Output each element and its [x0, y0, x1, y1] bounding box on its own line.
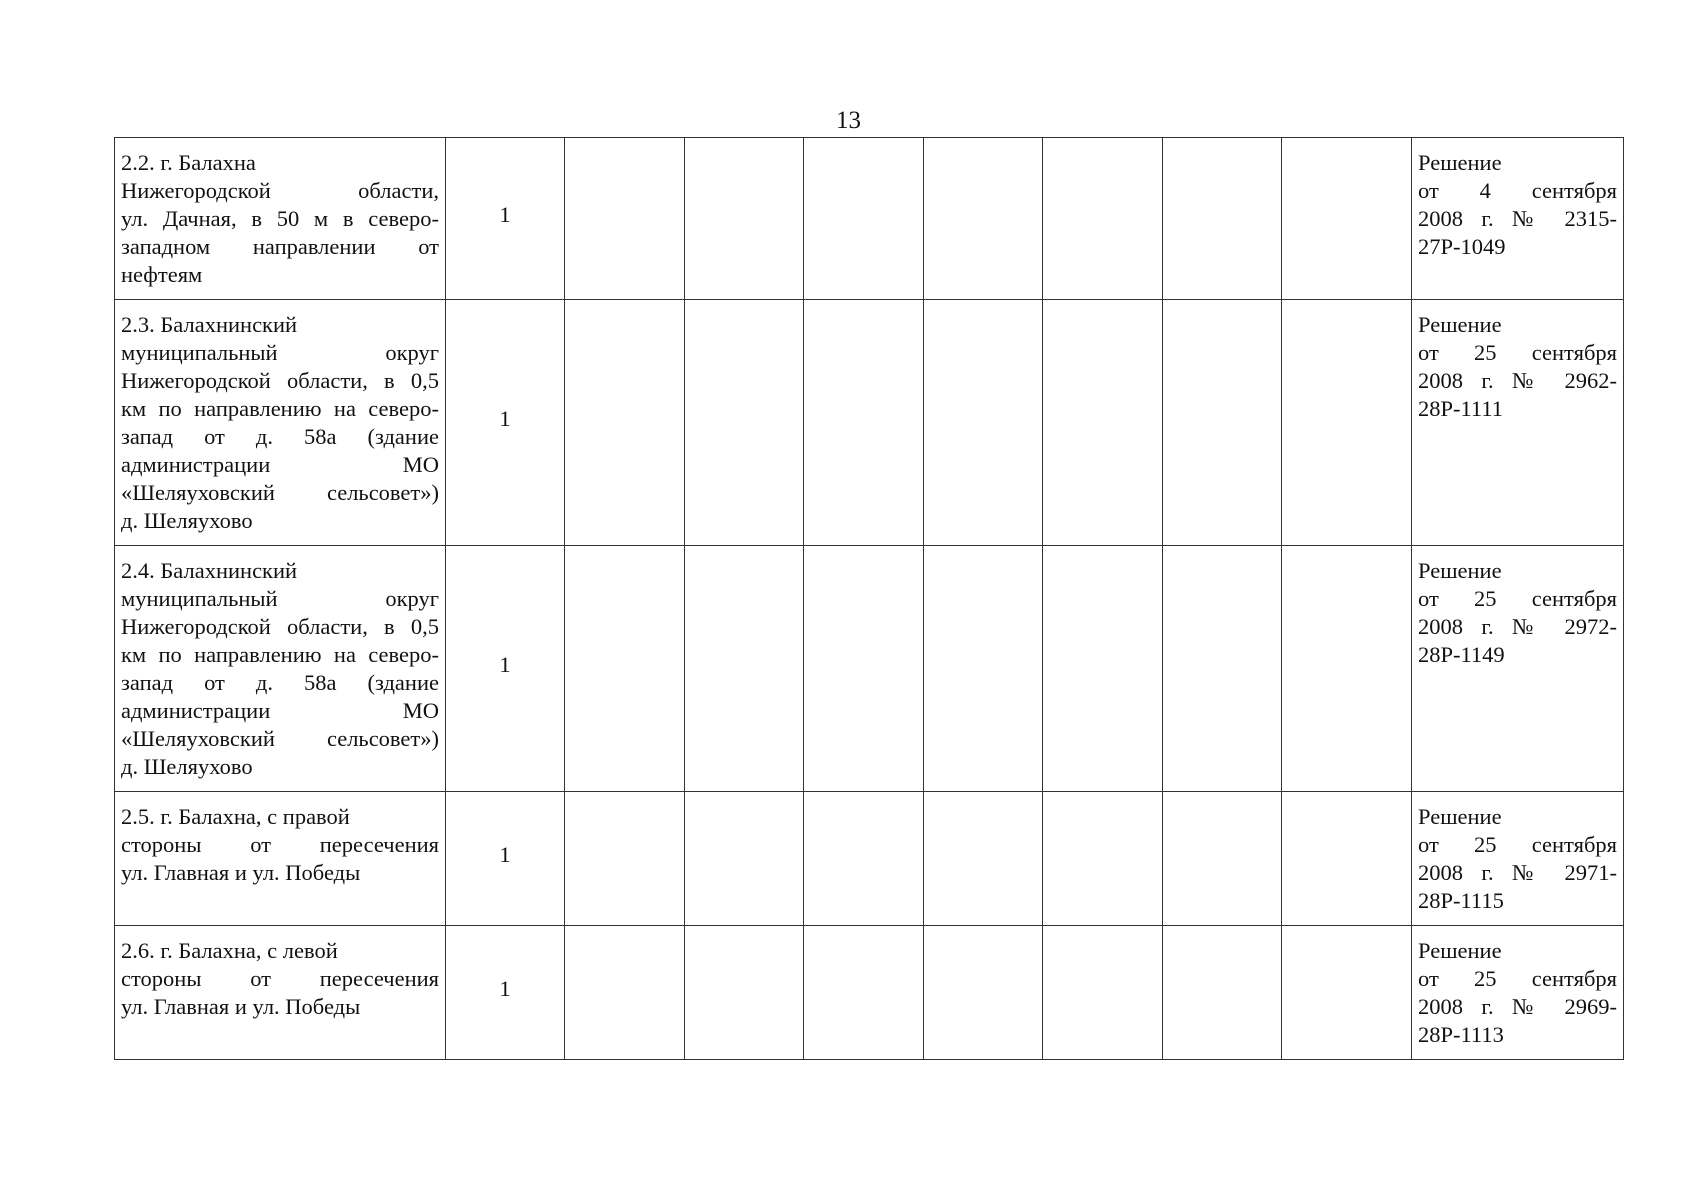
decision-line: Решение: [1418, 312, 1502, 337]
decision-cell: [1412, 926, 1624, 1060]
decision-line: от 25 сентября: [1418, 832, 1617, 857]
table-row: [115, 138, 1624, 300]
location-description-cell: [115, 546, 446, 792]
decision-line: 28Р-1111: [1418, 396, 1504, 421]
empty-cell: [685, 546, 804, 792]
location-description-cell: [115, 792, 446, 926]
empty-cell: [565, 546, 685, 792]
decision-line: Решение: [1418, 804, 1502, 829]
empty-cell: [804, 138, 924, 300]
location-description-cell: [115, 138, 446, 300]
quantity-cell: 1: [446, 138, 565, 300]
description-line: ул. Главная и ул. Победы: [121, 994, 361, 1019]
empty-cell: [804, 300, 924, 546]
table-row: [115, 926, 1624, 1060]
decision-line: 2008 г. № 2972-: [1418, 614, 1617, 639]
quantity-cell: 1: [446, 792, 565, 926]
empty-cell: [804, 792, 924, 926]
location-description-cell: [115, 926, 446, 1060]
empty-cell: [685, 926, 804, 1060]
description-line: «Шеляуховский сельсовет»): [121, 726, 439, 751]
decision-line: Решение: [1418, 150, 1502, 175]
empty-cell: [685, 138, 804, 300]
table-row: [115, 546, 1624, 792]
description-line: д. Шеляухово: [121, 754, 253, 779]
location-description-cell: [115, 300, 446, 546]
table-row: [115, 300, 1624, 546]
empty-cell: [924, 792, 1043, 926]
decision-cell: [1412, 300, 1624, 546]
table-row: [115, 792, 1624, 926]
decision-cell: [1412, 138, 1624, 300]
description-line: 2.5. г. Балахна, с правой: [121, 804, 350, 829]
quantity-cell: 1: [446, 926, 565, 1060]
decision-line: 28Р-1113: [1418, 1022, 1504, 1047]
page-number: 13: [836, 107, 861, 134]
description-line: стороны от пересечения: [121, 966, 439, 991]
description-line: 2.3. Балахнинский: [121, 312, 298, 337]
empty-cell: [1282, 546, 1412, 792]
decision-line: Решение: [1418, 558, 1502, 583]
description-line: 2.6. г. Балахна, с левой: [121, 938, 338, 963]
empty-cell: [1163, 792, 1282, 926]
registry-table: [114, 137, 1624, 1060]
table-body: [115, 138, 1624, 1060]
empty-cell: [565, 300, 685, 546]
empty-cell: [804, 546, 924, 792]
empty-cell: [1282, 926, 1412, 1060]
empty-cell: [1163, 300, 1282, 546]
description-line: муниципальный округ: [121, 586, 439, 611]
empty-cell: [924, 926, 1043, 1060]
description-line: Нижегородской области, в 0,5: [121, 368, 439, 393]
description-line: км по направлению на северо-: [121, 396, 439, 421]
description-line: 2.4. Балахнинский: [121, 558, 298, 583]
decision-line: 2008 г. № 2969-: [1418, 994, 1617, 1019]
decision-line: от 4 сентября: [1418, 178, 1617, 203]
decision-line: 2008 г. № 2315-: [1418, 206, 1617, 231]
empty-cell: [924, 138, 1043, 300]
empty-cell: [1163, 926, 1282, 1060]
description-line: нефтеям: [121, 262, 203, 287]
decision-line: от 25 сентября: [1418, 586, 1617, 611]
empty-cell: [565, 926, 685, 1060]
empty-cell: [924, 300, 1043, 546]
empty-cell: [685, 792, 804, 926]
decision-line: 28Р-1115: [1418, 888, 1504, 913]
decision-line: 27Р-1049: [1418, 234, 1506, 259]
decision-cell: [1412, 546, 1624, 792]
description-line: администрации МО: [121, 452, 439, 477]
quantity-cell: 1: [446, 300, 565, 546]
decision-line: от 25 сентября: [1418, 966, 1617, 991]
empty-cell: [1043, 138, 1163, 300]
description-line: Нижегородской области, в 0,5: [121, 614, 439, 639]
empty-cell: [1282, 300, 1412, 546]
empty-cell: [685, 300, 804, 546]
description-line: ул. Дачная, в 50 м в северо-: [121, 206, 439, 231]
description-line: д. Шеляухово: [121, 508, 253, 533]
description-line: запад от д. 58а (здание: [121, 424, 439, 449]
description-line: запад от д. 58а (здание: [121, 670, 439, 695]
empty-cell: [1043, 300, 1163, 546]
empty-cell: [1043, 926, 1163, 1060]
description-line: стороны от пересечения: [121, 832, 439, 857]
empty-cell: [1163, 138, 1282, 300]
description-line: ул. Главная и ул. Победы: [121, 860, 361, 885]
empty-cell: [1282, 138, 1412, 300]
description-line: «Шеляуховский сельсовет»): [121, 480, 439, 505]
description-line: муниципальный округ: [121, 340, 439, 365]
description-line: Нижегородской области,: [121, 178, 439, 203]
empty-cell: [565, 792, 685, 926]
description-line: западном направлении от: [121, 234, 439, 259]
empty-cell: [1163, 546, 1282, 792]
description-line: администрации МО: [121, 698, 439, 723]
decision-line: от 25 сентября: [1418, 340, 1617, 365]
empty-cell: [924, 546, 1043, 792]
empty-cell: [1043, 792, 1163, 926]
quantity-cell: 1: [446, 546, 565, 792]
description-line: км по направлению на северо-: [121, 642, 439, 667]
empty-cell: [804, 926, 924, 1060]
decision-line: 2008 г. № 2962-: [1418, 368, 1617, 393]
decision-line: 28Р-1149: [1418, 642, 1505, 667]
empty-cell: [1282, 792, 1412, 926]
decision-line: Решение: [1418, 938, 1502, 963]
decision-line: 2008 г. № 2971-: [1418, 860, 1617, 885]
decision-cell: [1412, 792, 1624, 926]
empty-cell: [1043, 546, 1163, 792]
empty-cell: [565, 138, 685, 300]
description-line: 2.2. г. Балахна: [121, 150, 256, 175]
